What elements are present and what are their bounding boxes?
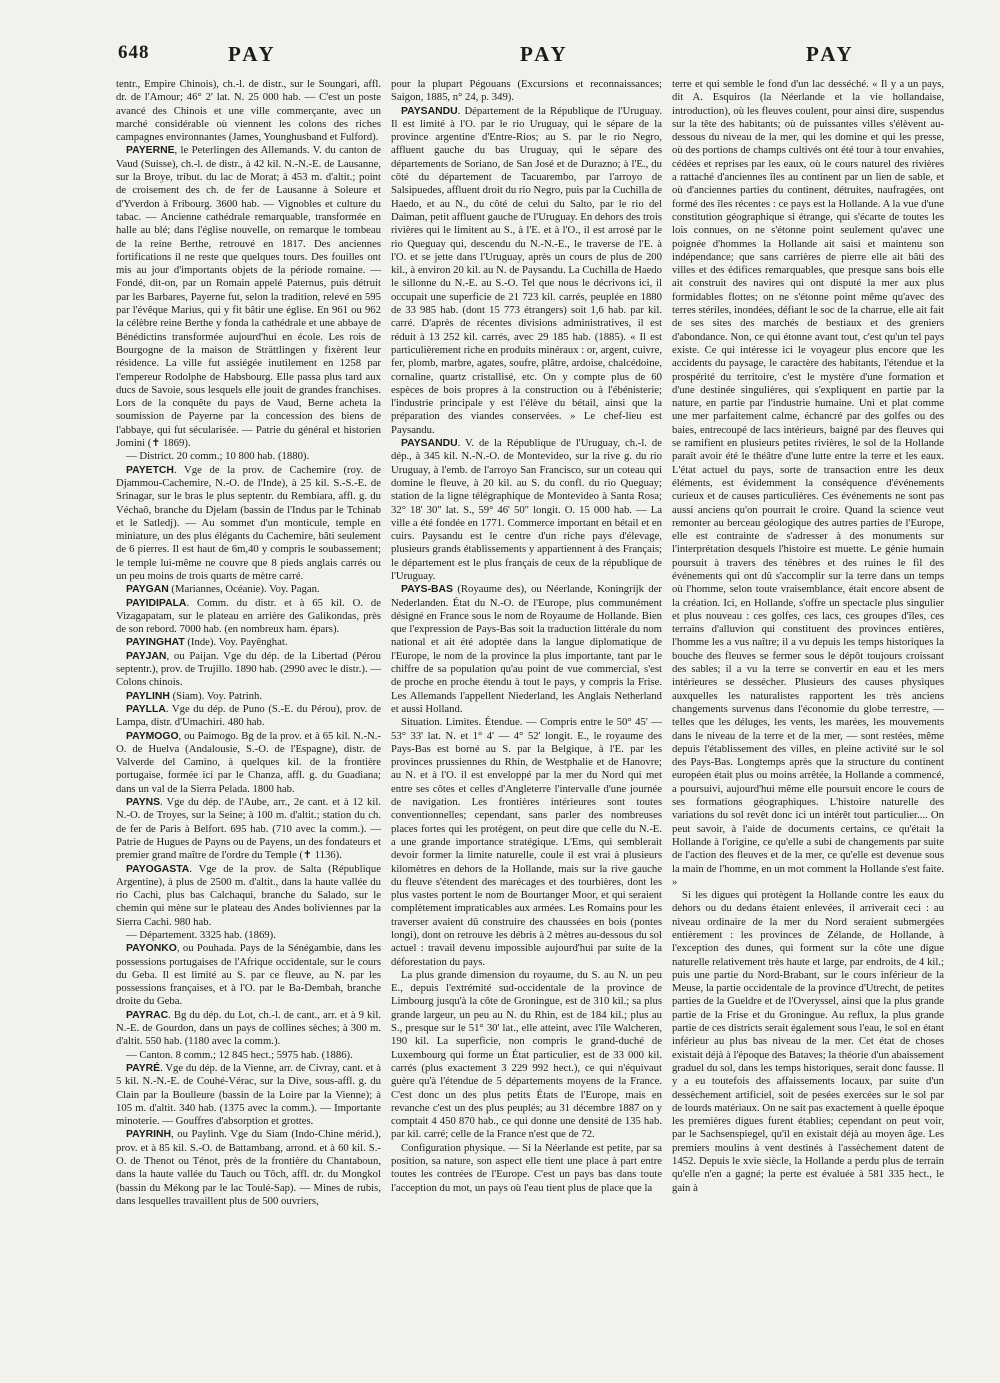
text-paragraph xyxy=(116,1049,381,1062)
entry-text: . Vge du dép. de l'Aube, arr., 2e cant. et à 12 kil. N.-O. de Troyes, sur la Seine; à 100 m. d'altit.; station du ch. de fer de Paris à Belfort. 695 hab. (710 avec la comm.). — Patrie de Hugues de Payns ou de Payens, un des fondateurs et premier grand maître de l'ordre du Temple (✝ 1136). xyxy=(116,796,381,862)
running-head-left: PAY xyxy=(228,42,277,66)
entry-headword: PAYONKO xyxy=(126,943,177,955)
entry-text: tentr., Empire Chinois), ch.-l. de distr., sur le Soungari, affl. dr. de l'Amour; 46° 2' lat. N. 25 000 hab. — C'est un poste avancé des Chinois et une ville commerçante, avec un marché considérable où viennent les colons des riches campagnes environnantes (James, Younghusband et Fulford). xyxy=(116,78,381,144)
entry-text: . Vge de la prov. de Cachemire (roy. de Djammou-Cachemire, N.-O. de l'Inde), à 25 kil. S.-S.-E. de Srinagar, sur le bras le plus septentr. du Rembiara, affl. g. du Véchaô, branche du Djelam (bassin de l'Indus par le Tchinab et le Satledj). — Au sommet d'un monticule, temple en miniature, un des plus élégants du Cachemire, bâti seulement de 6 pierres. Il est haut de 6m,40 y compris le soubassement; le temple lui-même ne couvre que 8 pieds anglais carrés ou un peu moins de trois quarts de mètre carré. xyxy=(116,463,381,582)
text-paragraph xyxy=(391,716,662,969)
text-paragraph xyxy=(672,78,944,889)
entry-text: . Département de la République de l'Uruguay. Il est limité à l'O. par le rio Uruguay, qui le sépare de la province argentine d'Entre-Rios; au S. par le rio Negro, affluent gauche du bas Uruguay, qui le sépare des départements de Soriano, de San José et de Durazno; à l'E., du côté du département de Tacuarembo, par l'arroyo de Salsipuedes, affluent droit du rio Negro, puis par la Cuchilla de Haedo, et au N., du côté de celui du Salto, par le rio del Daiman, petit affluent gauche de l'Uruguay. En dehors des trois rivières qui le limitent au S., à l'E. et à l'O., il est arrosé par le rio Queguay qui, descendu du N.-N.-E., le traverse de l'E. à l'O. et se jette dans l'Uruguay, après un cours de plus de 200 kil., à environ 20 kil. au N. de Paysandu. La Cuchilla de Haedo le sillonne du N.-E. au S.-O. Tel que nous le décrivons ici, il occupait une superficie de 21 723 kil. carrés, peuplée en 1880 de 33 985 hab. (dont 15 773 étrangers) soit 1,6 hab. par kil. carré. D'après de récentes divisions administratives, il est réduit à 13 252 kil. carrés, avec 29 185 hab. (1885). « Il est particulièrement riche en produits minéraux : or, argent, cuivre, fer, plomb, marbre, agates, soufre, plâtre, ardoise, chalcédoine, cornaline, quartz cristallisé, etc. On y compte plus de 60 espèces de bois propres à la construction ou à l'ébénisterie; l'industrie principale y est l'élève du bétail, ainsi que la préparation des viandes conservées. » Le chef-lieu est Paysandu. xyxy=(391,104,662,436)
entry-headword: PAYNS xyxy=(126,797,161,809)
entry-text: Situation. Limites. Étendue. — Compris entre le 50° 45' — 53° 33' lat. N. et 1° 4' — 4° 52' longit. E., le royaume des Pays-Bas est borné au S. par la Belgique, à l'E. par les provinces prussiennes du Rhin, de Westphalie et de Hanovre; au N. et à l'O. il est enveloppé par la mer du Nord qui met entre ses côtes et celles d'Angleterre l'intervalle d'une journée de navigation. Les frontières intérieures sont toutes conventionnelles; cependant, sans parler des nombreuses places fortes qui les protègent, on peut dire que celle du N.-E. a une grande importance stratégique. L'Ems, qui semblerait devoir former la limite naturelle, coule il est vrai à plusieurs kilomètres en dehors de la Hollande, mais sur la rive gauche du fleuve s'étendent des marécages et des tourbières, dont les plus vastes portent le nom de Bourtanger Moor, et qui seraient complètement impraticables aux armées. Les Romains pour les traverser avaient dû construire des chaussées en bois (pontes longi), dont on retrouve les débris à 2 mètres au-dessous du sol actuel : travail devenu impossible aujourd'hui par suite de la déforestation du pays. xyxy=(391,716,662,968)
entry-text: — Département. 3325 hab. (1869). xyxy=(126,929,276,941)
entry-text: , ou Paijan. Vge du dép. de la Libertad (Pérou septentr.), prov. de Trujillo. 1890 hab. (2990 avec le distr.). — Colons chinois. xyxy=(116,649,381,689)
entry-text: pour la plupart Pégouans (Excursions et reconnaissances; Saigon, 1885, n° 24, p. 349). xyxy=(391,78,662,104)
dictionary-entry xyxy=(116,583,381,596)
dictionary-entry xyxy=(116,690,381,703)
entry-text: . Vge du dép. de la Vienne, arr. de Civray, cant. et à 5 kil. N.-N.-E. de Couhé-Vérac, sur la Dive, sous-affl. g. du Clain par la Boulleure (bassin de la Loire par la Vienne); à 105 m. d'altit. 340 hab. (1375 avec la comm.). — Importante minoterie. — Gouffres d'absorption et grottes. xyxy=(116,1061,381,1128)
dictionary-entry xyxy=(116,942,381,1008)
dictionary-entry xyxy=(116,863,381,929)
entry-text: . Vge de la prov. de Salta (République Argentine), à plus de 2500 m. d'altit., dans la haute vallée du rio Cachi, plus bas Calchaqui, branche du Salado, sur le chemin qui mène sur le plateau des Andes boliviennes par la Sierra Cachi. 980 hab. xyxy=(116,862,381,928)
entry-headword: PAYLLA xyxy=(126,703,166,715)
dictionary-entry xyxy=(116,144,381,450)
entry-text: , le Peterlingen des Allemands. V. du canton de Vaud (Suisse), ch.-l. de distr., à 42 kil. N.-N.-E. de Lausanne, sur la Broye, tribut. du lac de Morat; à 453 m. d'altit.; point de croisement des ch. de fer de Lausanne à Soleure et d'Yverdon à Fribourg. 3600 hab. — Vignobles et culture du tabac. — Ancienne cathédrale remarquable, transformée en halle au blé; dans l'église nouvelle, on remarque le tombeau de la reine Berthe, retrouvé en 1817. Des anciennes fortifications il ne reste que quelques tours. Des fouilles ont mis au jour d'importants objets de la période romaine. — Fondé, dit-on, par un Romain appelé Paternus, puis détruit par les Barbares, Payerne fut, selon la tradition, relevé en 595 par l'évêque Marius, qui y fit bâtir une église. En 961 ou 962 la célèbre reine Berthe y fonda la cathédrale et une abbaye de Bénédictins transformée aujourd'hui en école. Les rois de Bourgogne de la maison de Strättlingen y fixèrent leur résidence. La ville fut assiégée inutilement en 1258 par l'empereur Rodolphe de Habsbourg. Elle passa plus tard aux ducs de Savoie, sous lesquels elle jouit de grandes franchises. Lors de la conquête du pays de Vaud, Berne acheta la soumission de Payerne par la concession des biens de l'abbaye, qui fut sécularisée. — Patrie du général et historien Jomini (✝ 1869). xyxy=(116,144,381,450)
entry-text: — District. 20 comm.; 10 800 hab. (1880). xyxy=(126,450,310,463)
entry-headword: PAYMOGO xyxy=(126,730,179,742)
entry-headword: PAYRINH xyxy=(126,1129,172,1141)
entry-text: , ou Paimogo. Bg de la prov. et à 65 kil. N.-N.-O. de Huelva (Andalousie, S.-O. de l'Espagne), distr. de Valverde del Camino, à quelques kil. de la frontière portugaise, formée ici par le Chanza, affl. g. du Guadiana; dans un val de la Sierra Pelada. 1800 hab. xyxy=(116,729,381,795)
entry-headword: PAYINGHAT xyxy=(126,637,185,649)
text-paragraph xyxy=(391,1142,662,1195)
text-column-2 xyxy=(391,78,662,1376)
entry-text: , ou Pouhada. Pays de la Sénégambie, dans les possessions portugaises de l'Afrique occidentale, sur le cours du Geba. Il est limité au S. par ce fleuve, au N. par les possessions françaises, et à l'O. par le Ba-Dembah, branche droite du Geba. xyxy=(116,942,381,1008)
entry-text: . V. de la République de l'Uruguay, ch.-l. de dép., à 345 kil. N.-N.-O. de Montevideo, sur la rive g. du rio Uruguay, à l'emb. de l'arroyo San Francisco, sur un coteau qui domine le fleuve, à 20 kil. au S. du confl. du rio Queguay; station de la ligne télégraphique de Montevideo à Santa Rosa; 32° 18' 30" lat. S., 59° 46' 50" longit. O. 15 000 hab. — La ville a été fondée en 1771. Commerce important en bétail et en cuirs. Paysandu est le centre d'un riche pays d'élevage, plusieurs grands établissements y appartiennent à des Français; le département est le plus français de ceux de la république de l'Uruguay. xyxy=(391,437,662,582)
text-column-3 xyxy=(672,78,944,1376)
entry-text: terre et qui semble le fond d'un lac desséché. « Il y a un pays, dit A. Esquiros (la Néerlande et la vie hollandaise, introduction), où les fleuves coulent, pour ainsi dire, suspendus sur la tête des habitants; où de puissantes villes s'élèvent au-dessous du niveau de la mer, qui les domine et qui les presse, où des portions de champs cultivés ont été tour à tour envahies, cédées et reprises par les eaux, où le cours naturel des rivières a rattaché d'anciennes îles au continent par un lien de sable, et où d'anciennes parties du continent, détruites, naufragées, ont formé des îles récentes : ce pays est la Hollande. A la vue d'une constitution géographique si étrange, qui s'écarte de toutes les lois connues, on ne s'étonne point seulement qu'avec une poignée d'hommes la Hollande ait saisi et maintenu son indépendance; que sans carrières de pierre elle ait bâti des villes et des édifices remarquables, que presque sans bois elle ait construit des navires qui ont disputé la mer aux plus formidables flottes; on ne s'étonne point même qu'avec des terres stériles, inondées, défiant le soc de la charrue, elle ait fait de ses sites des marchés de bestiaux et des greniers d'abondance. Non, ce qui étonne avant tout, c'est qu'un tel pays existe. Ce qui intéresse ici le voyageur plus encore que les accidents du paysage, le caractère des habitants, l'étendue et la prospérité du territoire, c'est le mystère d'une formation et d'une destinée singulières, qui s'expliquent en partie par la nature, en partie par l'industrie humaine. Uni et plat comme une mer parfaitement calme, échancré par des golfes ou des baies, entrecoupé de lacs intérieurs, baigné par des fleuves qui se ramifient en plusieurs petites rivières, le sol de la Hollande paraît avoir été le théâtre d'une lutte entre la terre et les eaux. L'état actuel du pays, sorte de transaction entre les deux éléments, est évidemment la conséquence d'événements curieux et de causes particulières. Ces événements ne sont pas aussi anciens qu'on pourrait le croire. Quand la science veut remonter au berceau géologique des autres parties de l'Europe, elle est contrainte de s'adresser à des monuments sur l'interprétation desquels l'histoire est muette. Le génie humain poursuit à travers des ténèbres et des ruines le fil des événements qui ont dû s'accomplir sur la terre dans un temps où l'homme, selon toute vraisemblance, était encore absent de la création. Ici, en Hollande, s'offre un spectacle plus singulier et plus nouveau : ces golfes, ces lacs, ces groupes d'îles, ces terrains d'alluvion qui constituent des provinces entières, l'homme les a vus naître; il a vu depuis les temps historiques la bouche des fleuves se fermer sous le dépôt toujours croissant des sables; il a vu la terre se convertir en eau et les mers intérieures se dessécher. Plusieurs des causes physiques auxquelles les naturalistes rapportent les très anciens changements survenus dans l'économie du globe terrestre, — telles que les déluges, les vents, les marées, les mouvements dans le niveau de la terre et de la mer, — sont restées, même depuis l'établissement des villes, en pleine activité sur le sol des Pays-Bas. Longtemps après que la structure du continent européen était plus ou moins arrêtée, la Hollande a commencé, a poursuivi, aujourd'hui même elle poursuit encore le cours de ses formations géographiques. L'histoire naturelle des variations du sol revêt donc ici un intérêt tout particulier.... On peut savoir, à l'aide de documents certains, ce qu'était la Hollande à l'origine, ce qu'elle a subi de changements par suite de l'action des fleuves et de la mer, ce qu'elle est devenue sous la main de l'homme, en un mot comment la Hollande s'est faite. » xyxy=(672,78,944,888)
dictionary-entry xyxy=(116,703,381,730)
dictionary-entry xyxy=(391,437,662,583)
dictionary-entry xyxy=(116,597,381,637)
dictionary-entry xyxy=(116,1062,381,1128)
running-head-center: PAY xyxy=(520,42,569,66)
text-column-1 xyxy=(116,78,381,1376)
entry-text: (Siam). Voy. Patrinh. xyxy=(169,689,263,702)
entry-headword: PAYOGASTA xyxy=(126,863,190,875)
text-paragraph xyxy=(672,889,944,1195)
dictionary-entry xyxy=(116,730,381,796)
page-header xyxy=(0,42,1000,82)
dictionary-entry xyxy=(116,1128,381,1208)
text-paragraph xyxy=(116,929,381,942)
entry-text: . Vge du dép. de Puno (S.-E. du Pérou), prov. de Lampa, distr. d'Umachiri. 480 hab. xyxy=(116,702,381,729)
entry-text: — Canton. 8 comm.; 12 845 hect.; 5975 hab. (1886). xyxy=(126,1048,353,1061)
entry-headword: PAYRÉ xyxy=(126,1062,161,1074)
entry-headword: PAYSANDU xyxy=(401,105,458,117)
page-number: 648 xyxy=(118,42,150,63)
dictionary-entry xyxy=(391,105,662,437)
dictionary-entry xyxy=(116,1009,381,1049)
dictionary-entry xyxy=(391,583,662,716)
entry-text: (Inde). Voy. Payênghat. xyxy=(184,636,288,649)
entry-headword: PAYERNE xyxy=(126,145,175,157)
entry-headword: PAYIDIPALA xyxy=(126,597,187,609)
dictionary-entry xyxy=(116,636,381,649)
text-paragraph xyxy=(391,969,662,1142)
text-paragraph xyxy=(116,78,381,144)
text-paragraph xyxy=(391,78,662,105)
entry-text: La plus grande dimension du royaume, du S. au N. un peu E., depuis l'extrémité sud-occidentale de la province de Limbourg jusqu'à la côte de Groningue, est de 310 kil.; sa plus grande largeur, un peu au N. du Rhin, est de 184 kil.; plus au S., presque sur le 51° 30' lat., elle atteint, avec l'île Walcheren, 190 kil. La superficie, non compris le grand-duché de Luxembourg qui forme un État particulier, est de 33 000 kil. carrés (plus exactement 3 229 992 hect.), ce qui n'équivaut guère qu'à l'étendue de 5 départements moyens de la France. C'est donc un des plus petits États de l'Europe, mais en revanche c'est un des plus peuplés; au 31 décembre 1887 on y comptait 4 450 870 hab., ce qui donne une densité de 135 hab. par kil. carré; celle de la France n'est que de 72. xyxy=(391,968,662,1141)
entry-headword: PAYETCH xyxy=(126,464,174,476)
entry-text: Configuration physique. — Si la Néerlande est petite, par sa position, sa nature, son aspect elle tient une place à part entre toutes les contrées de l'Europe. C'est un pays bas dans toute l'acception du mot, un pays où l'eau tient plus de place que la xyxy=(391,1141,662,1194)
entry-headword: PAYRAC xyxy=(126,1009,169,1021)
entry-text: , ou Paylinh. Vge du Siam (Indo-Chine mérid.), prov. et à 85 kil. S.-O. de Battambang, arrond. et à 60 kil. S.-O. de Thenot ou Ténot, près de la frontière du Chantaboun, dans la haute vallée du Tauch ou Tôch, affl. dr. du Mongkol (bassin du Mékong par le lac Toulé-Sap). — Mines de rubis, dans lesquelles travaillent plus de 500 ouvriers, xyxy=(116,1128,381,1207)
entry-text: (Royaume des), ou Néerlande, Koningrijk der Nederlanden. État du N.-O. de l'Europe, plus communément désigné en France sous le nom de Royaume de Hollande. Bien que l'expression de Pays-Bas soit la traduction littérale du nom national et ait été adoptée dans la langue diplomatique de l'Europe, le nom de la province la plus importante, tant par le chiffre de sa population qu'au point de vue commercial, s'est de proche en proche étendu à tout le pays, y compris la Frise. Les Allemands l'appellent Niederland, les Anglais Netherland et aussi Holland. xyxy=(391,583,662,715)
dictionary-entry xyxy=(116,464,381,584)
entry-headword: PAYGAN xyxy=(126,584,169,596)
entry-text: Si les digues qui protègent la Hollande contre les eaux du dehors ou du dedans étaient enlevées, il arriverait ceci : au niveau ordinaire de la mer du Nord seraient submergées entièrement : les provinces de Zélande, de Hollande, à l'exception des dunes, qui forment sur la côte une digue naturelle relativement très haute et large, par endroits, de 4 kil.; puis une partie du Nord-Brabant, sur le cours inférieur de la Meuse, la partie occidentale de la province d'Utrecht, de petites parties de la Gueldre et de l'Overyssel, ainsi que la plus grande partie de la Frise et du Groningue. Au reflux, la plus grande partie de ces districts serait également sous l'eau, le sol en étant inférieur au plus bas niveau de la mer. Cet état de choses existait déjà à l'époque des Bataves; la théorie d'un abaissement graduel du sol, dans les temps historiques, serait donc fausse. Il y a eu toutefois des affaissements locaux, par suite d'un dessèchement artificiel, soit de pesées exercées sur le sol par de lourds matériaux. On ne sait pas exactement à quelle époque les premières digues furent établies; cependant on peut voir, par le Sachsenspiegel, qu'il en existait déjà au moyen âge. Les premiers moulins à vent destinés à l'assèchement datent de 1452. Depuis le xvie siècle, la Hollande a perdu plus de terrain qu'elle n'en a gagné; la perte est évaluée à 581 335 hect., le gain à xyxy=(672,889,944,1194)
entry-text: . Comm. du distr. et à 65 kil. O. de Vizagapatam, sur le plateau en arrière des Galikondas, près de son rebord. 7000 hab. (en nombreux ham. épars). xyxy=(116,596,381,636)
entry-headword: PAYSANDU xyxy=(401,438,458,450)
entry-headword: PAYS-BAS xyxy=(401,584,453,596)
dictionary-entry xyxy=(116,650,381,690)
dictionary-entry xyxy=(116,796,381,862)
text-paragraph xyxy=(116,450,381,463)
entry-text: . Bg du dép. du Lot, ch.-l. de cant., arr. et à 9 kil. N.-E. de Gourdon, dans un pays de collines sèches; à 300 m. d'altit. 550 hab. (1180 avec la comm.). xyxy=(116,1008,381,1048)
entry-headword: PAYLINH xyxy=(126,690,170,702)
running-head-right: PAY xyxy=(806,42,855,66)
entry-headword: PAYJAN xyxy=(126,650,167,662)
entry-text: (Mariannes, Océanie). Voy. Pagan. xyxy=(168,583,320,596)
